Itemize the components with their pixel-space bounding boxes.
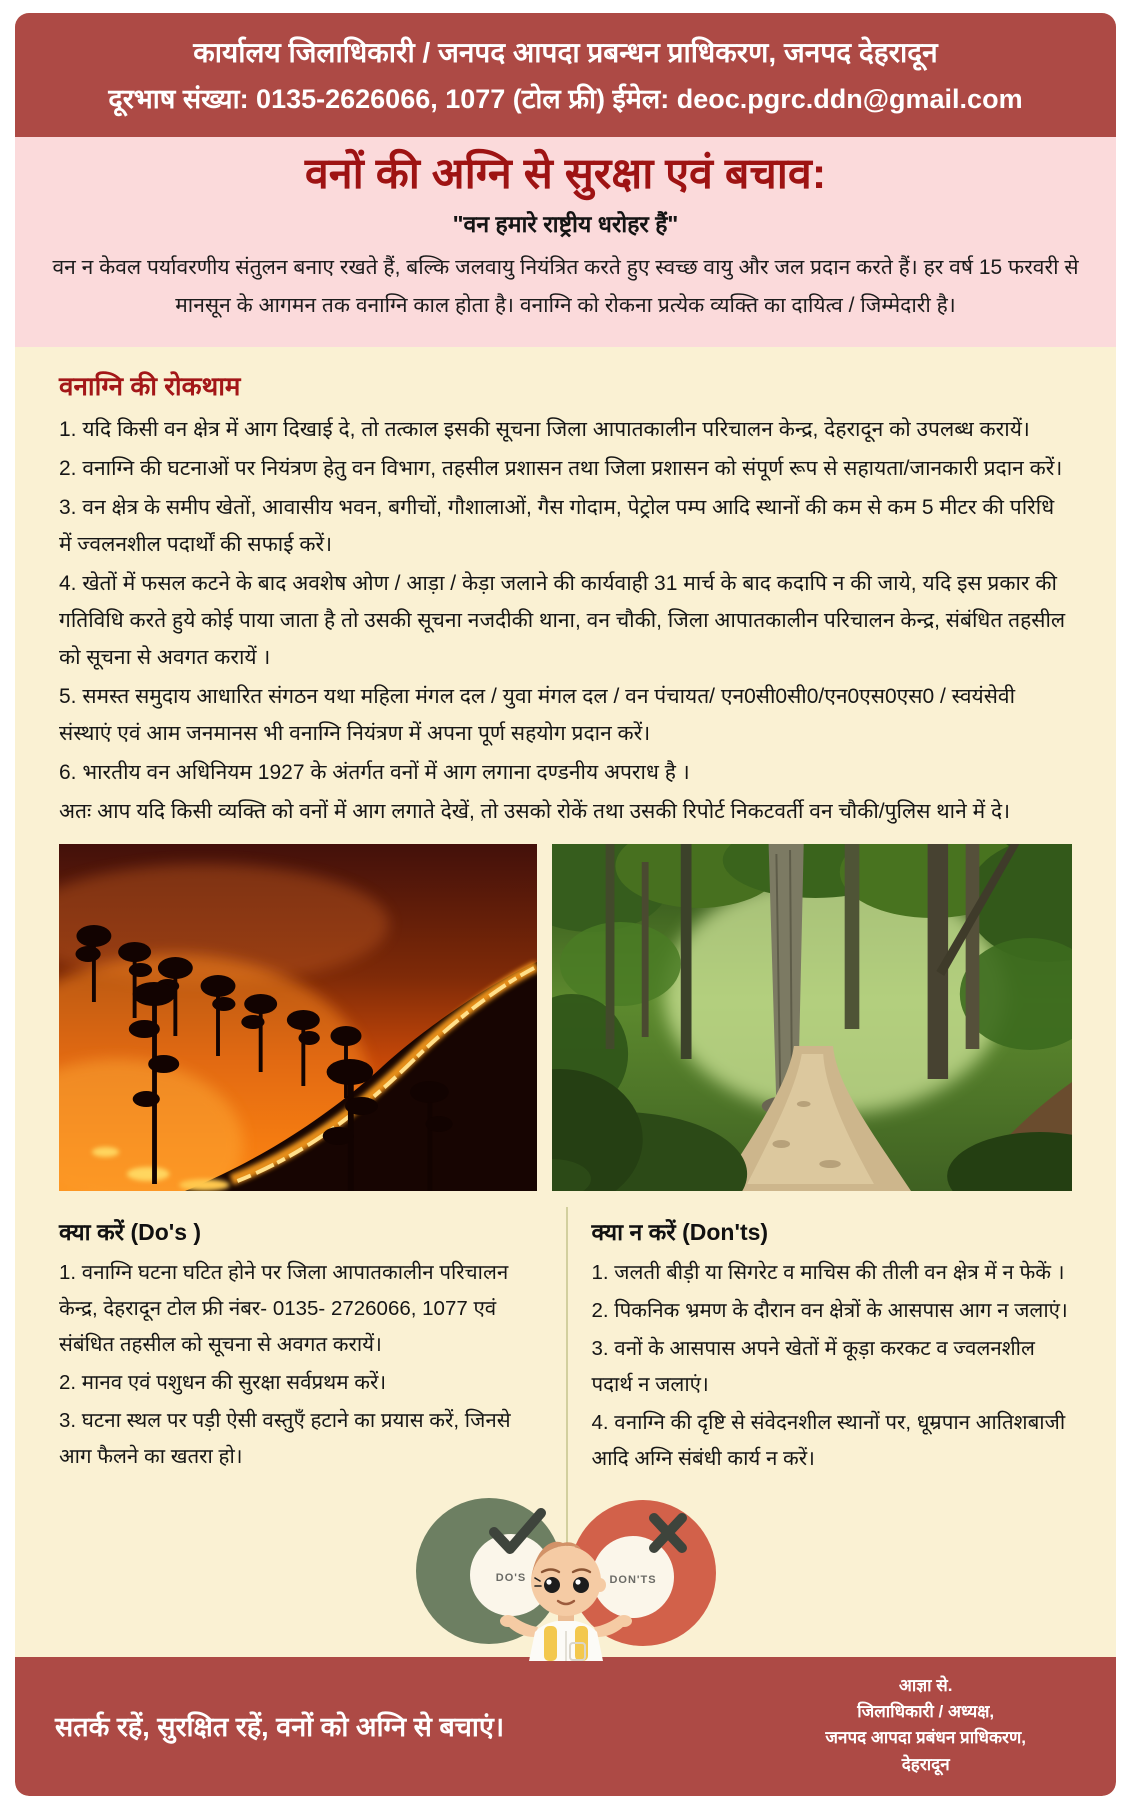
signature-line: जिलाधिकारी / अध्यक्ष,	[857, 1701, 995, 1721]
signature-line: देहरादून	[901, 1754, 950, 1774]
green-forest-photo	[552, 844, 1072, 1191]
main-content	[15, 347, 1116, 1657]
donts-column	[566, 1201, 1073, 1479]
photo-row	[59, 844, 1072, 1191]
signature-line: आज्ञा से.	[898, 1675, 953, 1695]
donts-circle-label: DON'TS	[608, 1573, 657, 1586]
donts-item: 4. वनाग्नि की दृष्टि से संवेदनशील स्थानों पर, धूम्रपान आतिशबाजी आदि अग्नि संबंधी कार्य न करें।	[591, 1410, 1066, 1470]
donts-item: 1. जलती बीड़ी या सिगरेट व माचिस की तीली वन क्षेत्र में न फेकें ।	[591, 1260, 1065, 1284]
prevention-item: 5. समस्त समुदाय आधारित संगठन यथा महिला मंगल दल / युवा मंगल दल / वन पंचायत/ एन0सी0सी0/एन0एस0एस0 / स्वयंसेवी संस्थाएं एवं आम जनमानस भी वनाग्नि नियंत्रण में अपना पूर्ण सहयोग प्रदान करें।	[59, 684, 1016, 745]
page-title: वनों की अग्नि से सुरक्षा एवं बचाव:	[304, 149, 827, 198]
child-mascot-graphic	[410, 1485, 722, 1661]
contact-line: दूरभाष संख्या: 0135-2626066, 1077 (टोल फ्री) ईमेल: deoc.pgrc.ddn@gmail.com	[108, 83, 1023, 114]
prevention-note: अतः आप यदि किसी व्यक्ति को वनों में आग लगाते देखें, तो उसको रोकें तथा उसकी रिपोर्ट निकटवर्ती वन चौकी/पुलिस थाने में दे।	[59, 799, 1011, 823]
header-banner	[15, 13, 1116, 137]
forest-fire-photo	[59, 844, 537, 1191]
prevention-heading: वनाग्नि की रोकथाम	[59, 370, 241, 401]
dos-item: 3. घटना स्थल पर पड़ी ऐसी वस्तुएँ हटाने का प्रयास करें, जिनसे आग फैलने का खतरा हो।	[59, 1408, 511, 1468]
page-subtitle: "वन हमारे राष्ट्रीय धरोहर हैं"	[452, 210, 679, 237]
donts-heading: क्या न करें (Don'ts)	[591, 1218, 769, 1245]
green-forest-illustration	[552, 844, 1072, 1191]
dos-circle-label: DO'S	[495, 1571, 526, 1584]
donts-item: 3. वनों के आसपास अपने खेतों में कूड़ा करकट व ज्वलनशील पदार्थ न जलाएं।	[591, 1336, 1035, 1396]
prevention-item: 3. वन क्षेत्र के समीप खेतों, आवासीय भवन, बगीचों, गौशालाओं, गैस गोदाम, पेट्रोल पम्प आदि स्थानों की कम से कम 5 मीटर की परिधि में ज्वलनशील पदार्थों की सफाई करें।	[59, 495, 1055, 556]
dos-item: 1. वनाग्नि घटना घटित होने पर जिला आपातकालीन परिचालन केन्द्र, देहरादून टोल फ्री नंबर- 0135- 2726066, 1077 एवं संबंधित तहसील को सूचना से अवगत करायें।	[59, 1260, 509, 1356]
prevention-item: 4. खेतों में फसल कटने के बाद अवशेष ओण / आड़ा / केड़ा जलाने की कार्यवाही 31 मार्च के बाद कदापि न की जाये, यदि इस प्रकार की गतिविधि करते हुये कोई पाया जाता है तो उसकी सूचना नजदीकी थाना, वन चौकी, जिला आपातकालीन परिचालन केन्द्र, संबंधित तहसील को सूचना से अवगत करायें ।	[59, 571, 1066, 669]
footer-slogan: सतर्क रहें, सुरक्षित रहें, वनों को अग्नि से बचाएं।	[55, 1711, 505, 1742]
footer-signature	[825, 1673, 1026, 1778]
footer-banner	[15, 1657, 1116, 1796]
prevention-item: 6. भारतीय वन अधिनियम 1927 के अंतर्गत वनों में आग लगाना दण्डनीय अपराध है ।	[59, 760, 690, 784]
donts-item: 2. पिकनिक भ्रमण के दौरान वन क्षेत्रों के आसपास आग न जलाएं।	[591, 1298, 1068, 1322]
forest-fire-illustration	[59, 844, 537, 1191]
dos-donts-illustration	[410, 1485, 722, 1661]
office-title: कार्यालय जिलाधिकारी / जनपद आपदा प्रबन्धन प्राधिकरण, जनपद देहरादून	[193, 37, 938, 68]
dos-item: 2. मानव एवं पशुधन की सुरक्षा सर्वप्रथम करें।	[59, 1370, 387, 1394]
intro-paragraph: वन न केवल पर्यावरणीय संतुलन बनाए रखते हैं, बल्कि जलवायु नियंत्रित करते हुए स्वच्छ वायु और जल प्रदान करते हैं। हर वर्ष 15 फरवरी से मानसून के आगमन तक वनाग्नि काल होता है। वनाग्नि को रोकना प्रत्येक व्यक्ति का दायित्व / जिम्मेदारी है।	[52, 255, 1079, 317]
dos-heading: क्या करें (Do's )	[59, 1218, 202, 1245]
prevention-item: 2. वनाग्नि की घटनाओं पर नियंत्रण हेतु वन विभाग, तहसील प्रशासन तथा जिला प्रशासन को संपूर्ण रूप से सहायता/जानकारी प्रदान करें।	[59, 456, 1063, 480]
hero-section	[15, 137, 1116, 347]
prevention-item: 1. यदि किसी वन क्षेत्र में आग दिखाई दे, तो तत्काल इसकी सूचना जिला आपातकालीन परिचालन केन्द्र, देहरादून को उपलब्ध करायें।	[59, 417, 1030, 441]
signature-line: जनपद आपदा प्रबंधन प्राधिकरण,	[825, 1728, 1026, 1748]
poster	[15, 13, 1116, 1796]
dos-column	[59, 1201, 566, 1479]
dos-donts-section	[59, 1201, 1072, 1657]
